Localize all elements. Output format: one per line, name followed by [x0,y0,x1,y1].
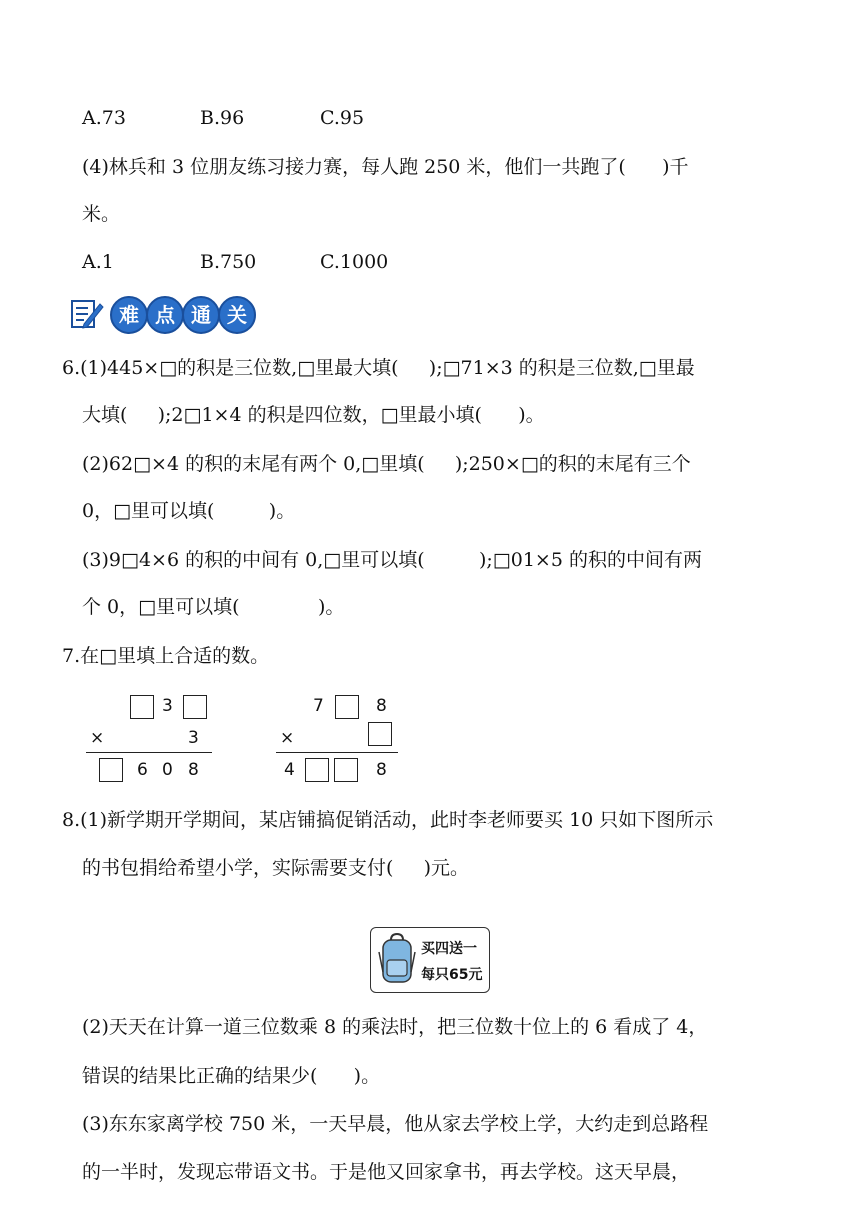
q4-option-b: B.750 [200,251,257,273]
calc2-top-digit: 7 [313,696,324,716]
q8-line-1: 8.(1)新学期开学期间，某店铺搞促销活动，此时李老师要买 10 只如下图所示 [62,809,714,831]
card-price-text: 每只65元 [421,967,483,983]
q3-option-b: B.96 [200,107,245,129]
card-promo-text: 买四送一 [421,941,477,957]
calc1-result-digit: 8 [188,760,199,780]
q8-line-6: 的一半时，发现忘带语文书。于是他又回家拿书，再去学校。这天早晨， [82,1161,691,1183]
blank-box[interactable] [305,758,329,782]
section-banner [70,296,250,334]
q8-line-2: 的书包捐给希望小学，实际需要支付( )元。 [82,857,470,879]
q4-line-2: 米。 [82,203,121,225]
calc1-result-digit: 0 [162,760,173,780]
q6-line-3: (2)62□×4 的积的末尾有两个 0,□里填( );250×□的积的末尾有三个 [82,453,691,475]
blank-box[interactable] [130,695,154,719]
calc1-rule [86,752,212,753]
calc2-times-sign: × [280,728,295,748]
calc1-multiplier: 3 [188,728,199,748]
blank-box[interactable] [99,758,123,782]
calc2-result-digit: 8 [376,760,387,780]
q8-line-5: (3)东东家离学校 750 米，一天早晨，他从家去学校上学，大约走到总路程 [82,1113,709,1135]
q3-option-c: C.95 [320,107,365,129]
blank-box[interactable] [368,722,392,746]
q3-option-a: A.73 [82,107,126,129]
q4-option-c: C.1000 [320,251,389,273]
q8-line-4: 错误的结果比正确的结果少( )。 [82,1065,381,1087]
q6-line-2: 大填( );2□1×4 的积是四位数，□里最小填( )。 [82,404,545,426]
blank-box[interactable] [183,695,207,719]
backpack-icon [377,932,417,986]
blank-box[interactable] [334,758,358,782]
schoolbag-price-card [370,927,490,993]
banner-char-4: 关 [218,296,256,334]
q6-line-6: 个 0，□里可以填( )。 [82,596,345,618]
calc1-result-digit: 6 [137,760,148,780]
pencil-notebook-icon [70,298,104,330]
calc2-result-digit: 4 [284,760,295,780]
banner-char-3: 通 [182,296,220,334]
q6-line-1: 6.(1)445×□的积是三位数,□里最大填( );□71×3 的积是三位数,□里最 [62,357,695,379]
q6-line-4: 0，□里可以填( )。 [82,500,296,522]
q4-option-a: A.1 [82,251,114,273]
calc1-times-sign: × [90,728,105,748]
banner-char-2: 点 [146,296,184,334]
calc2-rule [276,752,398,753]
blank-box[interactable] [335,695,359,719]
q7-title: 7.在□里填上合适的数。 [62,645,270,667]
q8-line-3: (2)天天在计算一道三位数乘 8 的乘法时，把三位数十位上的 6 看成了 4， [82,1016,708,1038]
q6-line-5: (3)9□4×6 的积的中间有 0,□里可以填( );□01×5 的积的中间有两 [82,549,702,571]
calc1-top-digit: 3 [162,696,173,716]
banner-char-1: 难 [110,296,148,334]
q4-line-1: (4)林兵和 3 位朋友练习接力赛，每人跑 250 米，他们一共跑了( )千 [82,156,689,178]
calc2-top-digit: 8 [376,696,387,716]
